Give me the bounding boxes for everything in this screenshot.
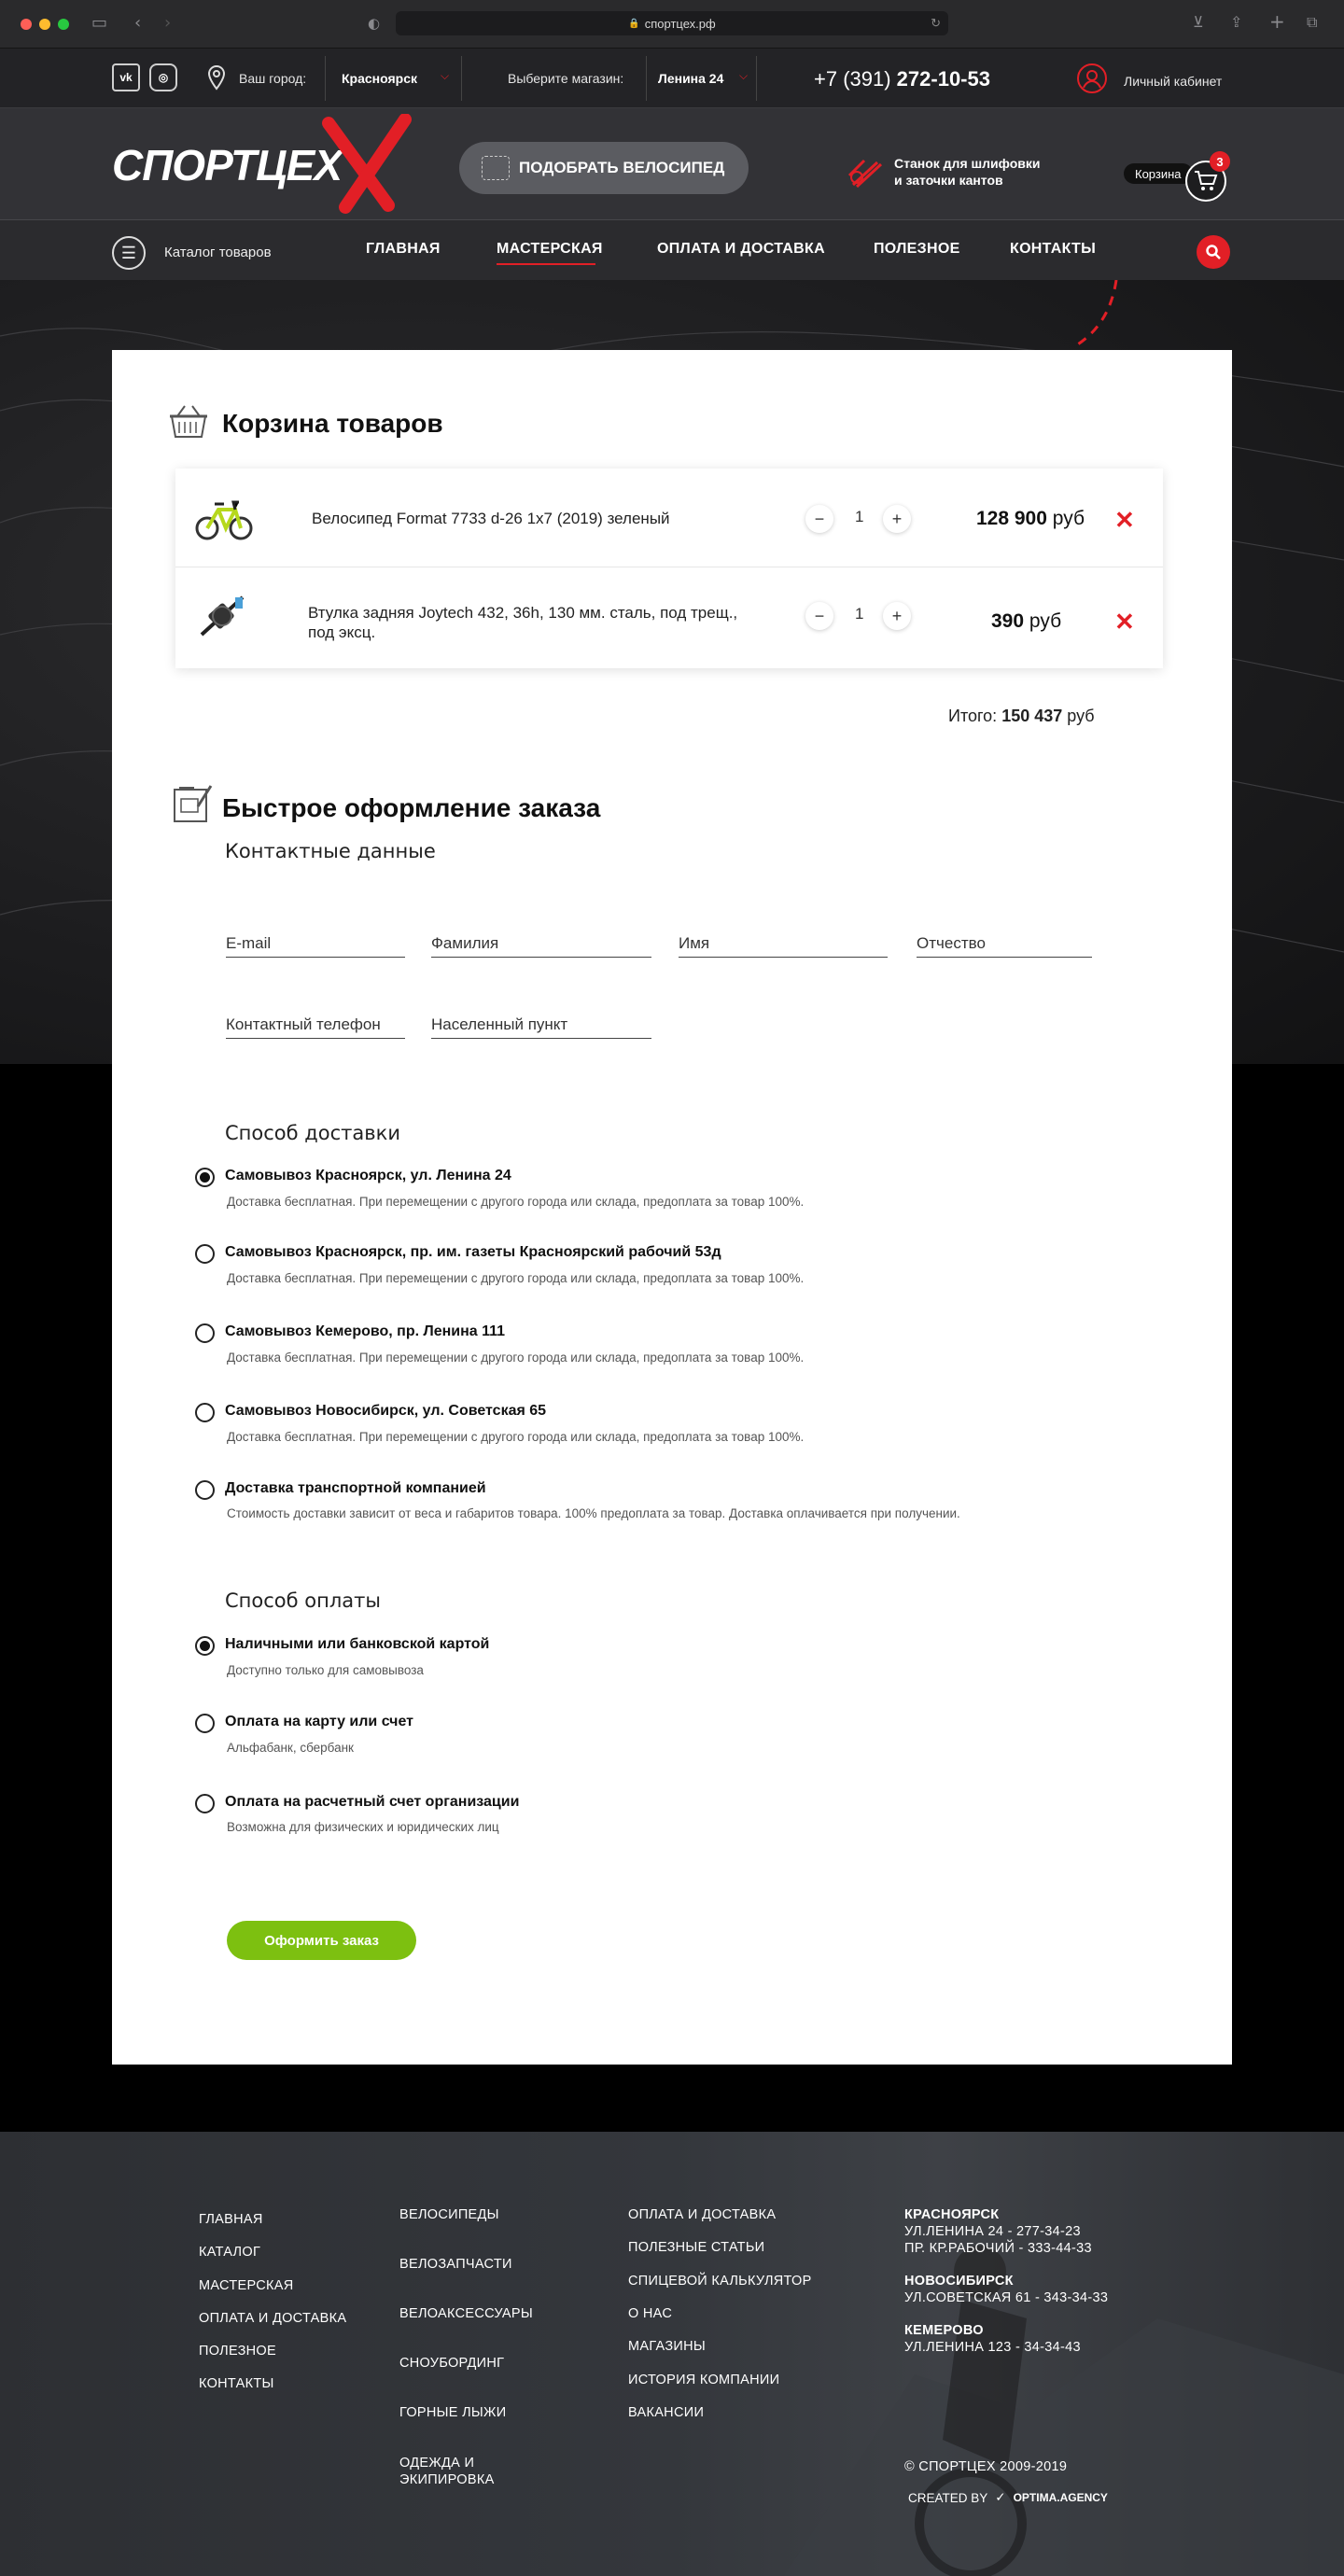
store-label: Выберите магазин:: [508, 71, 624, 86]
contacts-section-title: Контактные данные: [225, 840, 436, 862]
forward-icon[interactable]: ›: [164, 13, 172, 33]
delivery-radio[interactable]: [195, 1168, 215, 1187]
qty-decrease-button[interactable]: −: [805, 602, 833, 630]
city-select[interactable]: Красноярск: [342, 71, 418, 86]
lastname-field[interactable]: Фамилия: [431, 930, 651, 958]
cart-item-name[interactable]: Велосипед Format 7733 d-26 1x7 (2019) зеленый: [312, 510, 670, 527]
city-name: КРАСНОЯРСК: [904, 2207, 1000, 2222]
footer-link[interactable]: ОПЛАТА И ДОСТАВКА: [628, 2207, 777, 2222]
payment-option-desc: Доступно только для самовывоза: [227, 1663, 424, 1677]
nav-item-home[interactable]: ГЛАВНАЯ: [366, 241, 441, 257]
cart-count-badge: 3: [1210, 151, 1230, 172]
sidebar-toggle-icon[interactable]: ▭: [91, 13, 108, 33]
copyright: © СПОРТЦЕХ 2009-2019: [904, 2459, 1068, 2474]
close-window-button[interactable]: [21, 19, 32, 30]
divider: [461, 56, 462, 101]
footer-link[interactable]: ОПЛАТА И ДОСТАВКА: [199, 2311, 347, 2326]
qty-increase-button[interactable]: +: [883, 505, 911, 533]
back-icon[interactable]: ‹: [134, 13, 142, 33]
settlement-field[interactable]: Населенный пункт: [431, 1011, 651, 1039]
bike-picker-icon: [482, 156, 510, 180]
store-address: УЛ.ЛЕНИНА 24 - 277-34-23: [904, 2224, 1081, 2239]
remove-item-icon[interactable]: ✕: [1114, 608, 1135, 636]
cart-item-name[interactable]: Втулка задняя Joytech 432, 36h, 130 мм. сталь, под трещ., под эксц.: [308, 604, 738, 641]
promo-line-1: Станок для шлифовки: [894, 156, 1041, 171]
delivery-option-title[interactable]: Самовывоз Новосибирск, ул. Советская 65: [225, 1403, 547, 1419]
agency-name: OPTIMA.AGENCY: [1013, 2491, 1108, 2504]
created-by[interactable]: [908, 2490, 1108, 2505]
checkmark-icon: ✓: [995, 2490, 1006, 2504]
total-label: Итого:: [948, 707, 998, 725]
privacy-shield-icon[interactable]: ◐: [368, 15, 381, 32]
maximize-window-button[interactable]: [58, 19, 69, 30]
delivery-option-desc: Доставка бесплатная. При перемещении с другого города или склада, предоплата за товар 100%.: [227, 1430, 805, 1444]
footer-link[interactable]: МАГАЗИНЫ: [628, 2339, 707, 2354]
footer-link[interactable]: ОДЕЖДА И: [399, 2456, 475, 2471]
payment-option-title[interactable]: Оплата на карту или счет: [225, 1714, 413, 1729]
payment-section-title: Способ оплаты: [225, 1589, 381, 1612]
footer-link[interactable]: ВАКАНСИИ: [628, 2405, 705, 2420]
delivery-option-desc: Стоимость доставки зависит от веса и габаритов товара. 100% предоплата за товар. Доставка оплачивается при получении.: [227, 1506, 960, 1520]
promo-link[interactable]: [894, 155, 1041, 189]
catalog-link[interactable]: Каталог товаров: [164, 245, 272, 260]
menu-icon[interactable]: ☰: [112, 236, 146, 270]
location-pin-icon: [207, 65, 226, 96]
footer-link[interactable]: О НАС: [628, 2306, 673, 2321]
address-bar[interactable]: [396, 11, 948, 35]
phone-field[interactable]: Контактный телефон: [226, 1011, 405, 1039]
footer-link[interactable]: ГОРНЫЕ ЛЫЖИ: [399, 2405, 507, 2420]
download-icon[interactable]: ⊻: [1193, 13, 1204, 31]
footer-link[interactable]: ГЛАВНАЯ: [199, 2212, 263, 2227]
payment-option-title[interactable]: Оплата на расчетный счет организации: [225, 1794, 520, 1810]
footer-link[interactable]: СПИЦЕВОЙ КАЛЬКУЛЯТОР: [628, 2274, 812, 2289]
phone-prefix: +7 (391): [814, 67, 897, 91]
footer-link[interactable]: ИСТОРИЯ КОМПАНИИ: [628, 2373, 780, 2387]
delivery-section-title: Способ доставки: [225, 1122, 400, 1144]
lock-icon: 🔒: [628, 18, 640, 29]
footer-link[interactable]: КОНТАКТЫ: [199, 2376, 274, 2391]
minimize-window-button[interactable]: [39, 19, 50, 30]
phone-number[interactable]: [814, 67, 990, 91]
footer-link[interactable]: ЭКИПИРОВКА: [399, 2472, 495, 2487]
tabs-overview-icon[interactable]: ⧉: [1307, 13, 1318, 31]
cart-item-price: [991, 610, 1061, 633]
footer-link[interactable]: ВЕЛОАКСЕССУАРЫ: [399, 2306, 533, 2321]
payment-option-desc: Возможна для физических и юридических лиц: [227, 1820, 499, 1834]
payment-option-title[interactable]: Наличными или банковской картой: [225, 1636, 490, 1652]
delivery-option-title[interactable]: Доставка транспортной компанией: [225, 1480, 486, 1496]
firstname-field[interactable]: Имя: [679, 930, 888, 958]
price-value: 390: [991, 610, 1025, 632]
delivery-radio[interactable]: [195, 1480, 215, 1500]
payment-radio[interactable]: [195, 1636, 215, 1656]
account-link[interactable]: Личный кабинет: [1124, 74, 1223, 89]
nav-item-delivery[interactable]: ОПЛАТА И ДОСТАВКА: [657, 241, 825, 257]
promo-line-2: и заточки кантов: [894, 173, 1003, 188]
store-address: УЛ.СОВЕТСКАЯ 61 - 343-34-33: [904, 2290, 1109, 2305]
footer-link[interactable]: ПОЛЕЗНЫЕ СТАТЬИ: [628, 2240, 765, 2255]
footer-link[interactable]: ПОЛЕЗНОЕ: [199, 2344, 276, 2359]
footer-link[interactable]: МАСТЕРСКАЯ: [199, 2278, 294, 2293]
delivery-radio[interactable]: [195, 1244, 215, 1264]
payment-radio[interactable]: [195, 1794, 215, 1813]
url-text: спортцех.рф: [644, 16, 716, 31]
order-form-icon: [172, 782, 215, 830]
qty-increase-button[interactable]: +: [883, 602, 911, 630]
cart-total: [948, 707, 1095, 726]
nav-item-useful[interactable]: ПОЛЕЗНОЕ: [874, 241, 960, 257]
price-value: 128 900: [976, 508, 1047, 529]
sharpener-icon: [847, 157, 883, 195]
nav-item-contacts[interactable]: КОНТАКТЫ: [1010, 241, 1097, 257]
delivery-option-desc: Доставка бесплатная. При перемещении с другого города или склада, предоплата за товар 100%.: [227, 1351, 805, 1365]
phone-digits: 272-10-53: [896, 67, 990, 91]
qty-value[interactable]: 1: [855, 605, 864, 623]
divider: [756, 56, 757, 101]
delivery-option-desc: Доставка бесплатная. При перемещении с другого города или склада, предоплата за товар 100%.: [227, 1271, 805, 1285]
user-icon[interactable]: [1077, 63, 1107, 93]
store-address: ПР. КР.РАБОЧИЙ - 333-44-33: [904, 2241, 1092, 2256]
share-icon[interactable]: ⇪: [1230, 13, 1243, 31]
total-currency: руб: [1067, 707, 1095, 725]
order-title: Быстрое оформление заказа: [222, 793, 601, 822]
email-field[interactable]: E-mail: [226, 930, 405, 958]
qty-decrease-button[interactable]: −: [805, 505, 833, 533]
nav-active-underline: [497, 263, 595, 265]
new-tab-icon[interactable]: +: [1269, 10, 1285, 33]
divider: [646, 56, 647, 101]
price-currency: руб: [1029, 610, 1062, 632]
divider: [325, 56, 326, 101]
cart-title: Корзина товаров: [222, 409, 443, 438]
pick-bike-label: ПОДОБРАТЬ ВЕЛОСИПЕД: [519, 159, 725, 176]
created-by-label: CREATED BY: [908, 2490, 988, 2505]
logo-x-mark: [321, 114, 424, 217]
footer-link[interactable]: КАТАЛОГ: [199, 2245, 261, 2260]
price-currency: руб: [1052, 508, 1085, 529]
cart-item-price: [976, 508, 1085, 530]
payment-radio[interactable]: [195, 1714, 215, 1733]
delivery-option-title[interactable]: Самовывоз Красноярск, пр. им. газеты Красноярский рабочий 53д: [225, 1244, 721, 1260]
search-icon[interactable]: [1197, 235, 1230, 269]
city-label: Ваш город:: [239, 71, 307, 86]
vk-icon[interactable]: vk: [112, 63, 140, 91]
store-select[interactable]: Ленина 24: [658, 71, 724, 86]
basket-icon: [168, 403, 209, 445]
qty-value[interactable]: 1: [855, 508, 864, 525]
city-name: КЕМЕРОВО: [904, 2323, 984, 2338]
pick-bike-button[interactable]: [459, 142, 749, 194]
product-thumbnail-hub[interactable]: [194, 590, 250, 647]
delivery-option-title[interactable]: Самовывоз Красноярск, ул. Ленина 24: [225, 1168, 511, 1183]
submit-order-button[interactable]: Оформить заказ: [227, 1921, 416, 1960]
reload-icon[interactable]: ↻: [931, 16, 941, 30]
remove-item-icon[interactable]: ✕: [1114, 506, 1135, 534]
nav-item-workshop[interactable]: МАСТЕРСКАЯ: [497, 241, 603, 257]
delivery-option-title[interactable]: Самовывоз Кемерово, пр. Ленина 111: [225, 1323, 506, 1339]
instagram-icon[interactable]: ◎: [149, 63, 177, 91]
delivery-option-desc: Доставка бесплатная. При перемещении с другого города или склада, предоплата за товар 100%.: [227, 1195, 805, 1209]
delivery-radio[interactable]: [195, 1403, 215, 1422]
footer-link[interactable]: ВЕЛОСИПЕДЫ: [399, 2207, 499, 2222]
delivery-radio[interactable]: [195, 1323, 215, 1343]
product-thumbnail-bike[interactable]: [194, 491, 254, 552]
total-value: 150 437: [1001, 707, 1063, 725]
patronymic-field[interactable]: Отчество: [917, 930, 1092, 958]
logo-text: СПОРТЦЕХ: [112, 141, 343, 189]
store-address: УЛ.ЛЕНИНА 123 - 34-34-43: [904, 2340, 1081, 2355]
chevron-down-icon[interactable]: ⌵: [441, 69, 450, 82]
logo[interactable]: [108, 114, 435, 217]
footer-link[interactable]: ВЕЛОЗАПЧАСТИ: [399, 2257, 512, 2272]
city-name: НОВОСИБИРСК: [904, 2274, 1014, 2289]
chevron-down-icon[interactable]: ⌵: [739, 69, 749, 82]
cart-label[interactable]: Корзина: [1124, 163, 1193, 184]
footer-link[interactable]: СНОУБОРДИНГ: [399, 2356, 505, 2371]
payment-option-desc: Альфабанк, сбербанк: [227, 1741, 354, 1755]
